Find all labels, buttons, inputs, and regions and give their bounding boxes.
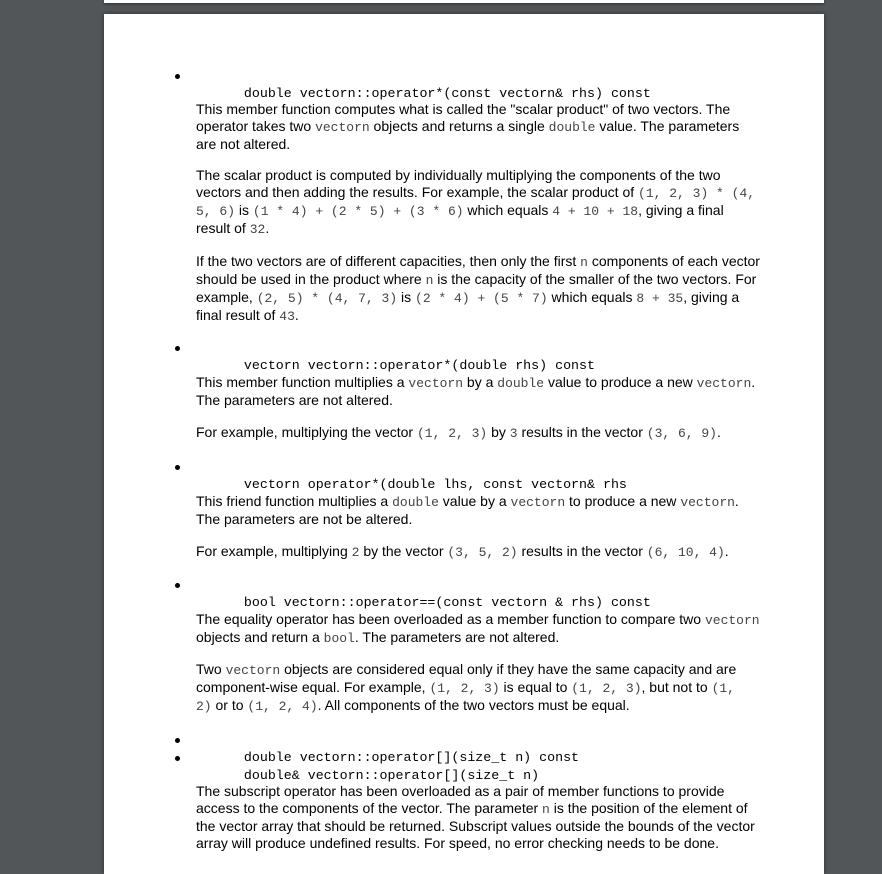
inline-code: vectorn — [315, 120, 370, 135]
inline-code: n — [542, 802, 550, 817]
text-run: by — [487, 424, 510, 440]
text-run: , giving a final — [638, 202, 724, 218]
text-run: the vector array that should be returned. Subscript values outside the bounds of the vector — [196, 818, 755, 834]
text-run: example, — [196, 289, 257, 305]
inline-code: n — [580, 255, 588, 270]
paragraph-line — [196, 253, 781, 271]
text-run: The equality operator has been overloaded as a member function to compare two — [196, 611, 705, 627]
paragraph — [196, 611, 781, 647]
inline-code: vectorn — [696, 376, 752, 391]
inline-code: (1, 2, 3) — [429, 681, 500, 696]
text-run: is the capacity of the smaller of the two vectors. For — [433, 271, 757, 287]
text-run: The parameters are not altered. — [196, 392, 393, 408]
paragraph-line — [196, 392, 781, 409]
inline-code: n — [425, 273, 434, 288]
text-run: vectors and then adding the results. For example, the scalar product of — [196, 184, 639, 200]
text-run: objects are considered equal only if they have the same capacity and are — [280, 661, 737, 677]
text-run: This member function computes what is called the "scalar product" of two vectors. The — [196, 101, 731, 117]
text-run: For example, multiplying — [196, 543, 352, 559]
inline-code: 32 — [249, 222, 266, 237]
paragraph — [196, 374, 781, 409]
text-run: value. The parameters — [595, 118, 740, 134]
paragraph-line — [196, 629, 781, 647]
paragraph-line — [196, 136, 781, 153]
paragraph-line — [196, 661, 781, 679]
inline-code: (1 * 4) + (2 * 5) + (3 * 6) — [252, 204, 464, 219]
paragraph-line — [196, 118, 781, 136]
inline-code: bool — [323, 631, 355, 646]
text-run: access to the components of the vector. The parameter — [196, 800, 543, 816]
paragraph-line — [196, 783, 781, 800]
inline-code: (2 * 4) + (5 * 7) — [415, 291, 548, 306]
text-run: which equals — [547, 289, 637, 305]
inline-code: (1, 2, 4) — [247, 699, 318, 714]
paragraph-line — [196, 818, 781, 835]
text-run: . — [265, 220, 270, 236]
paragraph — [196, 167, 781, 238]
paragraph-line — [196, 374, 781, 392]
text-run: , giving a — [683, 289, 740, 305]
bullet — [175, 74, 180, 79]
inline-code: vectorn — [225, 663, 281, 678]
text-run: . — [734, 493, 739, 509]
previous-page-edge — [104, 0, 824, 3]
text-run: . — [724, 543, 729, 559]
inline-code: (1, — [711, 681, 735, 696]
signature-subscript-const: double vectorn::operator[](size_t n) const — [196, 732, 579, 783]
text-run: This member function multiplies a — [196, 374, 409, 390]
text-run: This friend function multiplies a — [196, 493, 393, 509]
paragraph-line — [196, 424, 781, 442]
text-run: component-wise equal. For example, — [196, 679, 430, 695]
inline-code: 43 — [279, 309, 295, 324]
inline-code: vectorn — [408, 376, 464, 391]
text-run: is the position of the element of — [549, 800, 748, 816]
document-page — [104, 14, 824, 874]
signature-subscript-ref: double& vectorn::operator[](size_t n) — [196, 750, 539, 801]
paragraph-line — [196, 543, 781, 561]
inline-code: vectorn — [680, 495, 735, 510]
inline-code: (1, 2, 3) * (4, — [638, 186, 756, 201]
inline-code: vectorn — [510, 495, 566, 510]
signature-scalar-multiply: vectorn vectorn::operator*(double rhs) const — [196, 340, 595, 391]
text-run: or to — [211, 697, 248, 713]
text-run: to produce a new — [565, 493, 681, 509]
text-run: results in the vector — [517, 543, 647, 559]
text-run: is equal to — [499, 679, 572, 695]
text-run: are not altered. — [196, 136, 291, 152]
text-run: . — [716, 424, 721, 440]
text-run: results in the vector — [517, 424, 647, 440]
text-run: should be used in the product where — [196, 271, 426, 287]
text-run: which equals — [463, 202, 553, 218]
text-run: components of each vector — [587, 253, 760, 269]
text-run: value to produce a new — [544, 374, 697, 390]
text-run: . The parameters are not altered. — [354, 629, 560, 645]
paragraph-line — [196, 184, 781, 202]
paragraph — [196, 783, 781, 852]
inline-code: double — [392, 495, 439, 510]
paragraph-line — [196, 307, 781, 325]
inline-code: vectorn — [704, 613, 760, 628]
text-run: by the vector — [359, 543, 448, 559]
paragraph-line — [196, 800, 781, 818]
paragraph-line — [196, 835, 781, 852]
text-run: is — [235, 202, 253, 218]
signature-equality: bool vectorn::operator==(const vectorn & rhs) const — [196, 577, 651, 628]
signature-scalar-product: double vectorn::operator*(const vectorn& rhs) const — [196, 68, 651, 119]
text-run: value by a — [438, 493, 511, 509]
text-run: The scalar product is computed by individually multiplying the components of the two — [196, 167, 721, 183]
paragraph — [196, 424, 781, 442]
paragraph — [196, 661, 781, 715]
paragraph — [196, 493, 781, 528]
paragraph-line — [196, 611, 781, 629]
paragraph-line — [196, 271, 781, 289]
text-run: For example, multiplying the vector — [196, 424, 417, 440]
paragraph — [196, 253, 781, 325]
paragraph-line — [196, 101, 781, 118]
inline-code: (3, 5, 2) — [447, 545, 518, 560]
text-run: array will produce undefined results. For speed, no error checking needs to be done. — [196, 835, 719, 851]
text-run: by a — [463, 374, 498, 390]
text-run: operator takes two — [196, 118, 316, 134]
paragraph — [196, 101, 781, 153]
paragraph — [196, 543, 781, 561]
paragraph-line — [196, 289, 781, 307]
paragraph-line — [196, 679, 781, 697]
inline-code: 4 + 10 + 18 — [552, 204, 639, 219]
inline-code: 5, 6) — [196, 204, 236, 219]
text-run: . — [751, 374, 756, 390]
inline-code: (1, 2, 3) — [571, 681, 642, 696]
inline-code: 8 + 35 — [636, 291, 684, 306]
paragraph-line — [196, 202, 781, 220]
text-run: Two — [196, 661, 226, 677]
inline-code: 3 — [509, 426, 518, 441]
inline-code: 2) — [196, 699, 212, 714]
text-run: , but not to — [641, 679, 712, 695]
text-run: is — [397, 289, 416, 305]
inline-code: double — [548, 120, 596, 135]
text-run: The subscript operator has been overloaded as a pair of member functions to provide — [196, 783, 725, 799]
text-run: . — [294, 307, 299, 323]
paragraph-line — [196, 167, 781, 184]
text-run: objects and return a — [196, 629, 324, 645]
bullet — [175, 756, 180, 761]
bullet — [175, 346, 180, 351]
text-run: If the two vectors are of different capacities, then only the first — [196, 253, 581, 269]
text-run: final result of — [196, 307, 280, 323]
inline-code: (6, 10, 4) — [646, 545, 725, 560]
paragraph-line — [196, 511, 781, 528]
text-run: The parameters are not be altered. — [196, 511, 413, 527]
bullet — [175, 583, 180, 588]
signature-friend-multiply: vectorn operator*(double lhs, const vectorn& rhs — [196, 459, 627, 510]
text-run: objects and returns a single — [369, 118, 549, 134]
inline-code: (3, 6, 9) — [646, 426, 717, 441]
paragraph-line — [196, 697, 781, 715]
bullet — [175, 738, 180, 743]
inline-code: 2 — [351, 545, 360, 560]
inline-code: (2, 5) * (4, 7, 3) — [256, 291, 398, 306]
inline-code: double — [497, 376, 545, 391]
inline-code: (1, 2, 3) — [416, 426, 488, 441]
paragraph-line — [196, 220, 781, 238]
text-run: . All components of the two vectors must be equal. — [317, 697, 630, 713]
paragraph-line — [196, 493, 781, 511]
bullet — [175, 465, 180, 470]
text-run: result of — [196, 220, 250, 236]
